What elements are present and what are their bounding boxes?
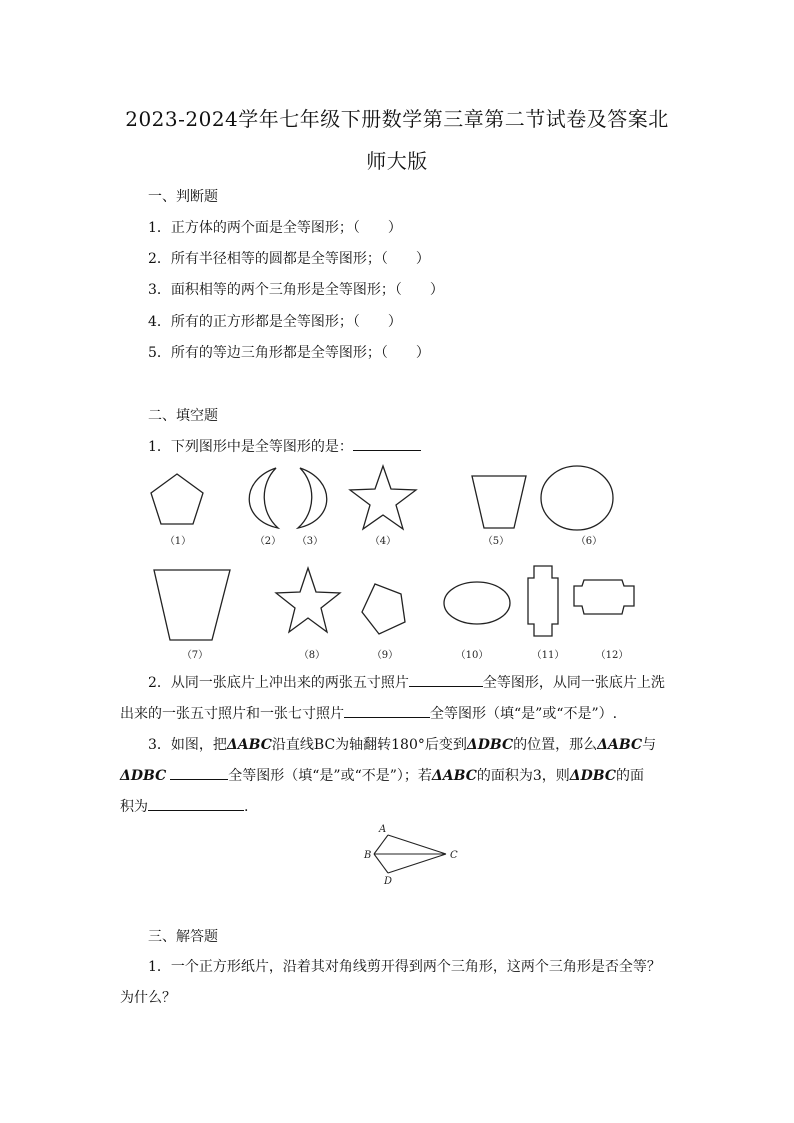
q3-text-e: 全等图形（填“是”或“不是”）；若 [228, 768, 432, 784]
judgement-item-1: 1．正方体的两个面是全等图形；（ ） [148, 220, 402, 236]
figure-label-9: （9） [371, 650, 399, 661]
fill-question-1-text: 1．下列图形中是全等图形的是： [148, 439, 353, 455]
q3-text-a: 3．如图，把 [148, 737, 227, 753]
figure-4-star [350, 466, 416, 529]
figure-11-notched-shape [528, 566, 558, 636]
judgement-item-5: 5．所有的等边三角形都是全等图形；（ ） [148, 345, 430, 361]
figure-label-5: （5） [482, 536, 510, 547]
point-c-label: C [450, 850, 458, 861]
figure-label-4: （4） [369, 536, 397, 547]
title-line-1: 2023-2024学年七年级下册数学第三章第二节试卷及答案北 [125, 107, 669, 131]
judgement-item-3: 3．面积相等的两个三角形是全等图形；（ ） [148, 282, 444, 298]
q3-text-b: 沿直线BC为轴翻转180°后变到 [271, 737, 467, 753]
q2-text-b: 全等图形，从同一张底片上洗 [482, 675, 665, 691]
q3-text-c: 的位置，那么 [513, 737, 598, 753]
solve-question-1 [120, 952, 676, 1014]
triangle-dbc-label: ΔDBC [120, 768, 167, 784]
fill-question-2-cont [120, 699, 676, 730]
fill-question-1 [148, 436, 421, 456]
q2-text-a: 2．从同一张底片上冲出来的两张五寸照片 [148, 675, 409, 691]
triangle-diagram [358, 822, 464, 888]
solve-question-1-line-1: 1．一个正方形纸片，沿着其对角线剪开得到两个三角形，这两个三角形是否全等？ [148, 959, 661, 975]
segment-ab [374, 835, 388, 854]
figure-3-crescent [298, 468, 327, 528]
figure-label-7: （7） [181, 650, 209, 661]
judgement-item-4: 4．所有的正方形都是全等图形；（ ） [148, 314, 402, 330]
q3-text-f: 的面积为3，则 [476, 768, 570, 784]
fill-question-3-cont [120, 761, 676, 792]
figure-label-6: （6） [575, 536, 603, 547]
shapes-figure [140, 458, 650, 668]
answer-blank-3b[interactable] [148, 796, 244, 811]
section-heading-fill-in: 二、填空题 [148, 408, 218, 424]
triangle-abc-label: ΔABC [226, 737, 272, 753]
triangle-abc-label: ΔABC [597, 737, 643, 753]
figure-12-notched-shape [574, 580, 634, 614]
figure-10-ellipse [444, 582, 510, 624]
section-heading-judgement: 一、判断题 [148, 189, 218, 205]
fill-question-3 [120, 730, 676, 761]
figure-label-12: （12） [595, 650, 629, 661]
q3-text-d: 与 [642, 737, 657, 753]
figure-6-circle [541, 466, 613, 530]
figure-8-star [276, 568, 340, 632]
figure-label-1: （1） [164, 536, 192, 547]
q3-text-g: 的面 [616, 768, 645, 784]
figure-label-3: （3） [296, 536, 324, 547]
figure-1-pentagon [151, 474, 203, 524]
fill-question-2-3 [120, 668, 676, 823]
judgement-item-2: 2．所有半径相等的圆都是全等图形；（ ） [148, 251, 430, 267]
figure-label-11: （11） [531, 650, 565, 661]
triangle-abc-label: ΔABC [431, 768, 477, 784]
figure-7-trapezoid [154, 570, 230, 640]
q2-text-c: 出来的一张五寸照片和一张七寸照片 [120, 706, 344, 722]
segment-ac [388, 835, 446, 854]
solve-question-1-line-2: 为什么？ [120, 990, 176, 1006]
q2-text-d: 全等图形（填“是”或“不是”）. [430, 706, 618, 722]
figure-9-pentagon [362, 584, 405, 634]
fill-question-3-cont2 [120, 792, 676, 823]
answer-blank-2a[interactable] [409, 672, 483, 687]
segment-bd [374, 854, 388, 873]
segment-dc [388, 854, 446, 873]
figure-5-trapezoid [472, 476, 526, 528]
document-title [110, 98, 684, 182]
answer-blank-2b[interactable] [344, 703, 430, 718]
fill-question-2 [120, 668, 676, 699]
figure-2-crescent [249, 468, 278, 528]
answer-blank-3a[interactable] [170, 765, 228, 780]
figure-label-8: （8） [298, 650, 326, 661]
point-d-label: D [384, 876, 393, 887]
figure-label-10: （10） [455, 650, 489, 661]
section-heading-solve: 三、解答题 [148, 929, 218, 945]
triangle-dbc-label: ΔDBC [569, 768, 617, 784]
q3-text-h: 积为 [120, 799, 148, 815]
figure-label-2: （2） [254, 536, 282, 547]
point-a-label: A [379, 824, 387, 835]
triangle-dbc-label: ΔDBC [466, 737, 514, 753]
q3-text-end: . [244, 799, 249, 815]
answer-blank-1[interactable] [353, 436, 421, 451]
title-line-2: 师大版 [366, 149, 428, 173]
point-b-label: B [364, 850, 372, 861]
